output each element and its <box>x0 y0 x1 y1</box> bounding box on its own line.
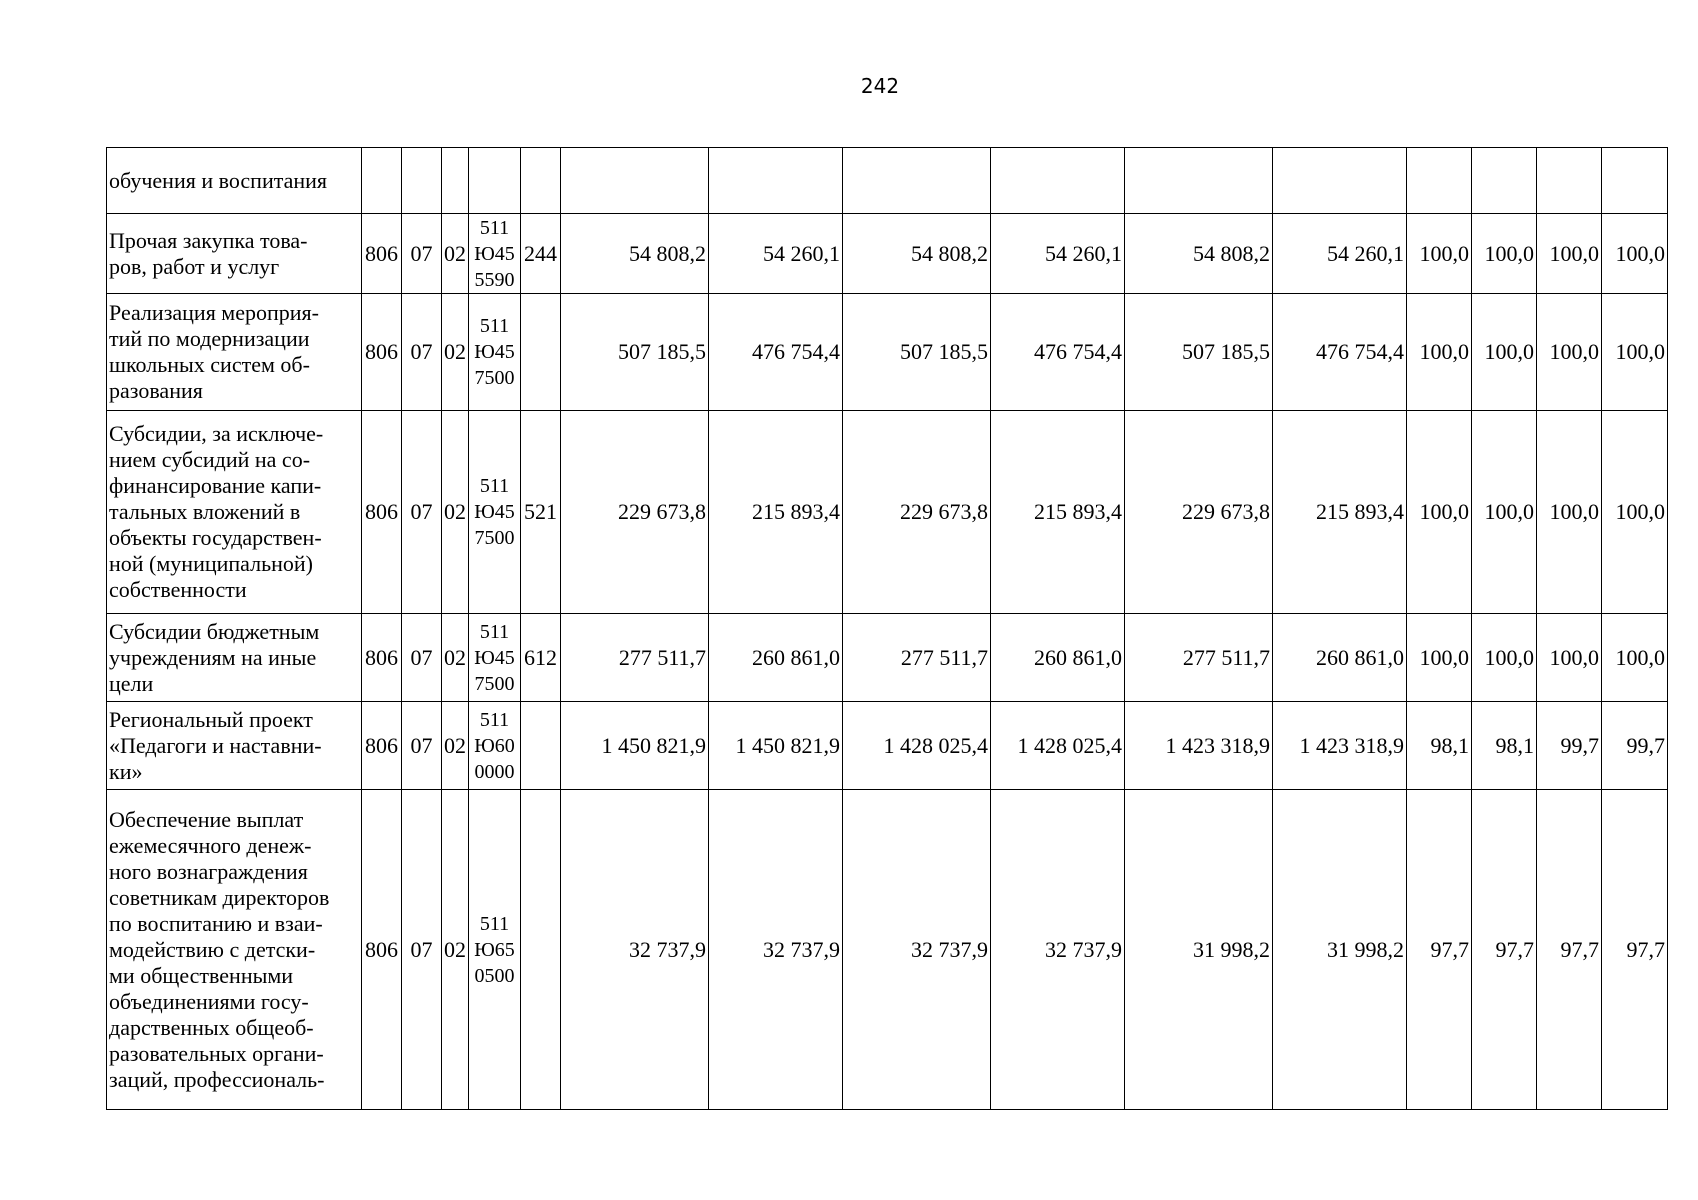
value-cell <box>991 148 1125 214</box>
value-cell: 260 861,0 <box>991 614 1125 702</box>
value-cell: 1 423 318,9 <box>1125 702 1273 790</box>
expense-kind-code: 521 <box>521 411 561 614</box>
table-row <box>107 148 1668 214</box>
subsection-code: 02 <box>442 790 469 1110</box>
admin-code: 806 <box>362 790 402 1110</box>
percent-cell: 100,0 <box>1472 614 1537 702</box>
value-cell: 229 673,8 <box>843 411 991 614</box>
value-cell: 54 260,1 <box>709 214 843 294</box>
section-code: 07 <box>402 614 442 702</box>
percent-cell: 100,0 <box>1602 614 1668 702</box>
value-cell: 215 893,4 <box>1273 411 1407 614</box>
value-cell: 260 861,0 <box>709 614 843 702</box>
value-cell: 54 808,2 <box>561 214 709 294</box>
section-code: 07 <box>402 411 442 614</box>
subsection-code: 02 <box>442 294 469 411</box>
admin-code: 806 <box>362 411 402 614</box>
value-cell: 32 737,9 <box>561 790 709 1110</box>
section-code: 07 <box>402 214 442 294</box>
value-cell: 54 260,1 <box>1273 214 1407 294</box>
value-cell: 54 808,2 <box>843 214 991 294</box>
percent-cell: 100,0 <box>1537 411 1602 614</box>
table-row <box>107 790 1668 1110</box>
row-name: Прочая закупка това- ров, работ и услуг <box>107 214 362 294</box>
value-cell: 31 998,2 <box>1125 790 1273 1110</box>
table-row <box>107 702 1668 790</box>
section-code: 07 <box>402 790 442 1110</box>
budget-execution-table <box>106 147 1668 1110</box>
table-row <box>107 214 1668 294</box>
percent-cell: 98,1 <box>1472 702 1537 790</box>
target-code <box>469 148 521 214</box>
value-cell: 31 998,2 <box>1273 790 1407 1110</box>
expense-kind-code: 612 <box>521 614 561 702</box>
value-cell: 1 450 821,9 <box>561 702 709 790</box>
percent-cell: 100,0 <box>1537 294 1602 411</box>
table-row <box>107 294 1668 411</box>
percent-cell: 100,0 <box>1537 214 1602 294</box>
percent-cell: 99,7 <box>1602 702 1668 790</box>
percent-cell: 100,0 <box>1472 214 1537 294</box>
target-code: 511 Ю45 7500 <box>469 294 521 411</box>
admin-code: 806 <box>362 702 402 790</box>
admin-code: 806 <box>362 214 402 294</box>
expense-kind-code <box>521 702 561 790</box>
percent-cell: 97,7 <box>1537 790 1602 1110</box>
expense-kind-code <box>521 148 561 214</box>
value-cell: 215 893,4 <box>991 411 1125 614</box>
section-code: 07 <box>402 294 442 411</box>
row-name: Региональный проект «Педагоги и наставни- ки» <box>107 702 362 790</box>
page-number: 242 <box>860 74 900 98</box>
admin-code <box>362 148 402 214</box>
subsection-code <box>442 148 469 214</box>
value-cell: 229 673,8 <box>561 411 709 614</box>
percent-cell: 100,0 <box>1537 614 1602 702</box>
target-code: 511 Ю45 7500 <box>469 614 521 702</box>
subsection-code: 02 <box>442 614 469 702</box>
percent-cell: 97,7 <box>1602 790 1668 1110</box>
value-cell: 277 511,7 <box>561 614 709 702</box>
section-code <box>402 148 442 214</box>
percent-cell: 100,0 <box>1407 294 1472 411</box>
section-code: 07 <box>402 702 442 790</box>
percent-cell: 100,0 <box>1407 411 1472 614</box>
value-cell <box>709 148 843 214</box>
percent-cell <box>1407 148 1472 214</box>
value-cell: 1 450 821,9 <box>709 702 843 790</box>
admin-code: 806 <box>362 614 402 702</box>
value-cell: 54 260,1 <box>991 214 1125 294</box>
expense-kind-code: 244 <box>521 214 561 294</box>
percent-cell <box>1472 148 1537 214</box>
table-row <box>107 411 1668 614</box>
value-cell: 215 893,4 <box>709 411 843 614</box>
value-cell: 507 185,5 <box>843 294 991 411</box>
percent-cell: 98,1 <box>1407 702 1472 790</box>
value-cell: 476 754,4 <box>1273 294 1407 411</box>
value-cell: 32 737,9 <box>709 790 843 1110</box>
row-name: обучения и воспитания <box>107 148 362 214</box>
value-cell: 1 428 025,4 <box>991 702 1125 790</box>
value-cell: 277 511,7 <box>843 614 991 702</box>
table-body <box>107 148 1668 1110</box>
percent-cell: 100,0 <box>1602 214 1668 294</box>
value-cell: 507 185,5 <box>1125 294 1273 411</box>
table-row <box>107 614 1668 702</box>
value-cell: 229 673,8 <box>1125 411 1273 614</box>
percent-cell: 100,0 <box>1602 294 1668 411</box>
admin-code: 806 <box>362 294 402 411</box>
value-cell <box>843 148 991 214</box>
target-code: 511 Ю45 7500 <box>469 411 521 614</box>
value-cell: 54 808,2 <box>1125 214 1273 294</box>
subsection-code: 02 <box>442 411 469 614</box>
percent-cell <box>1537 148 1602 214</box>
percent-cell: 97,7 <box>1407 790 1472 1110</box>
value-cell: 1 423 318,9 <box>1273 702 1407 790</box>
value-cell <box>561 148 709 214</box>
percent-cell: 100,0 <box>1472 411 1537 614</box>
subsection-code: 02 <box>442 214 469 294</box>
expense-kind-code <box>521 790 561 1110</box>
percent-cell: 100,0 <box>1602 411 1668 614</box>
percent-cell: 99,7 <box>1537 702 1602 790</box>
value-cell: 476 754,4 <box>991 294 1125 411</box>
value-cell <box>1273 148 1407 214</box>
value-cell: 1 428 025,4 <box>843 702 991 790</box>
value-cell <box>1125 148 1273 214</box>
row-name: Обеспечение выплат ежемесячного денеж- ного вознаграждения советникам директоров по воспитанию и взаи- модействию с детски- ми общественными объединениями госу- дарственных общеоб- разовательных органи- заций, профессиональ- <box>107 790 362 1110</box>
percent-cell: 100,0 <box>1472 294 1537 411</box>
value-cell: 476 754,4 <box>709 294 843 411</box>
target-code: 511 Ю65 0500 <box>469 790 521 1110</box>
row-name: Субсидии бюджетным учреждениям на иные цели <box>107 614 362 702</box>
row-name: Субсидии, за исключе- нием субсидий на со- финансирование капи- тальных вложений в объекты государствен- ной (муниципальной) собственности <box>107 411 362 614</box>
value-cell: 507 185,5 <box>561 294 709 411</box>
percent-cell: 97,7 <box>1472 790 1537 1110</box>
value-cell: 32 737,9 <box>843 790 991 1110</box>
percent-cell: 100,0 <box>1407 614 1472 702</box>
percent-cell <box>1602 148 1668 214</box>
row-name: Реализация мероприя- тий по модернизации школьных систем об- разования <box>107 294 362 411</box>
percent-cell: 100,0 <box>1407 214 1472 294</box>
value-cell: 277 511,7 <box>1125 614 1273 702</box>
expense-kind-code <box>521 294 561 411</box>
value-cell: 260 861,0 <box>1273 614 1407 702</box>
value-cell: 32 737,9 <box>991 790 1125 1110</box>
subsection-code: 02 <box>442 702 469 790</box>
target-code: 511 Ю45 5590 <box>469 214 521 294</box>
target-code: 511 Ю60 0000 <box>469 702 521 790</box>
